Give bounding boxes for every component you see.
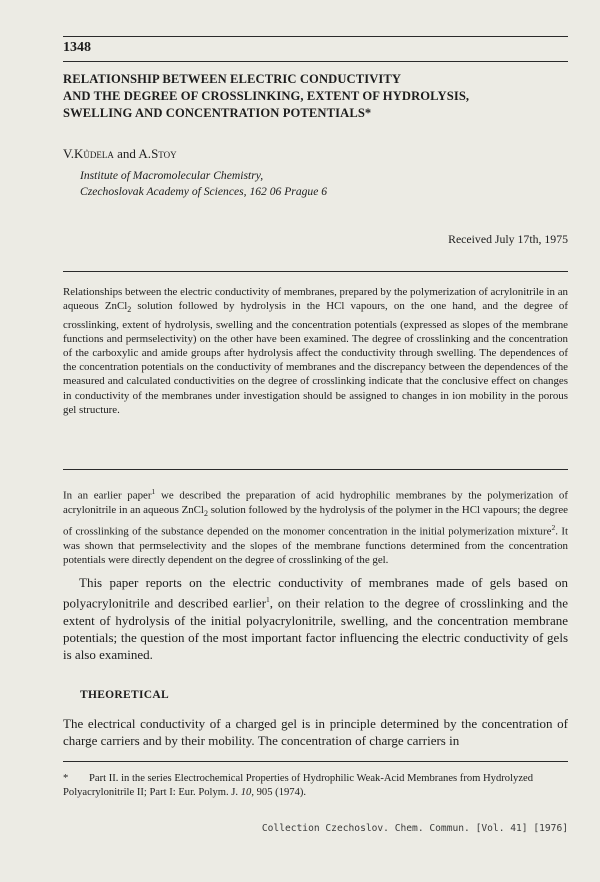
para2-text-2: , on their relation to the degree of crosslinking and the extent of hydrolysis of the initial polyacrylonitrile, swelling, and the concentration membrane potentials; the question of the most important factor influencing the electric conductivity of gels is also examined.: [63, 595, 568, 663]
abstract-top-rule: [63, 271, 568, 272]
footnote: [63, 772, 568, 800]
author-1-name: Kůdela: [73, 146, 114, 161]
author-1-initial: V.: [63, 146, 74, 161]
intro-text-3: solution followed by the hydrolysis of the polymer in the HCl vapours; the degree of crosslinking of the substance depended on the monomer concentration in the initial polymerization mixture: [63, 503, 568, 538]
abstract-subscript: 2: [127, 305, 132, 315]
footnote-rule: [63, 761, 568, 762]
footnote-mark: *: [63, 773, 69, 784]
affiliation: [80, 168, 327, 200]
received-date: Received July 17th, 1975: [448, 232, 568, 246]
abstract-bottom-rule: [63, 469, 568, 470]
authors: [63, 146, 177, 162]
body-paragraph-2: The electrical conductivity of a charged gel is in principle determined by the concentration of charge carriers and by their mobility. The concentration of charge carriers in: [63, 716, 568, 749]
author-2-name: Stoy: [151, 146, 177, 161]
footnote-volume: 10: [240, 787, 252, 798]
journal-citation: Collection Czechoslov. Chem. Commun. [Vol. 41] [1976]: [261, 823, 568, 834]
intro-ref-1: 1: [151, 487, 156, 496]
authors-conjunction: and: [113, 146, 139, 161]
page-number: 1348: [63, 40, 91, 55]
affiliation-line-1: Institute of Macromolecular Chemistry,: [80, 169, 264, 182]
para2-ref: 1: [266, 595, 270, 605]
intro-text-2: we described the preparation of acid hydrophilic membranes by the polymerization of acrylonitrile in an aqueous ZnCl: [63, 489, 568, 516]
intro-ref-2: 2: [551, 523, 556, 533]
intro-paragraph: [63, 485, 568, 567]
para2-text-1: This paper reports on the electric conductivity of membranes made of gels based on polyacrylonitrile and described earlier: [63, 575, 568, 611]
intro-subscript: 2: [203, 509, 208, 518]
header-rule: [63, 61, 568, 62]
title-line-1: RELATIONSHIP BETWEEN ELECTRIC CONDUCTIVITY: [63, 72, 402, 86]
abstract-text-2: solution followed by hydrolysis in the HCl vapours, on the one hand, and the degree of crosslinking, extent of hydrolysis, swelling and the concentration potentials (expressed as slopes of the membrane functions and permselectivity) on the other have been examined. The degree of crosslinking and the concentration of the carboxylic and amide groups after hydrolysis affect the conductivity through swelling. The dependences of the concentration potentials on the conductivity of membranes and the discrepancy between the dependences of the measured and calculated conductivities on the degree of crosslinking indicate that the conclusive effect on changes in conductivity of the membranes under investigation should be assigned to changes in ion mobility in the porous gel structure.: [63, 300, 568, 416]
intro-text-1: In an earlier paper: [63, 489, 152, 502]
intro-text-4: . It was shown that permselectivity and the slopes of the membrane functions determined from the concentration potentials were directly dependent on the degree of crosslinking of the gel.: [63, 525, 568, 567]
footnote-text-2: , 905 (1974).: [251, 787, 307, 798]
body-paragraph-1: [63, 574, 568, 663]
paper-title: [63, 71, 568, 122]
top-rule: [63, 36, 568, 37]
author-2-initial: A.: [138, 146, 152, 161]
affiliation-line-2: Czechoslovak Academy of Sciences, 162 06 Prague 6: [80, 185, 328, 198]
section-heading: THEORETICAL: [80, 689, 169, 701]
abstract: [63, 285, 568, 417]
abstract-text-1: Relationships between the electric conductivity of membranes, prepared by the polymerization of acrylonitrile in an aqueous ZnCl: [63, 286, 568, 313]
title-line-3: SWELLING AND CONCENTRATION POTENTIALS*: [63, 106, 372, 120]
footnote-text-1: Part II. in the series Electrochemical Properties of Hydrophilic Weak-Acid Membranes from Hydrolyzed Polyacrylonitrile II; Part I: Eur. Polym. J.: [63, 773, 534, 798]
title-line-2: AND THE DEGREE OF CROSSLINKING, EXTENT OF HYDROLYSIS,: [63, 89, 470, 103]
